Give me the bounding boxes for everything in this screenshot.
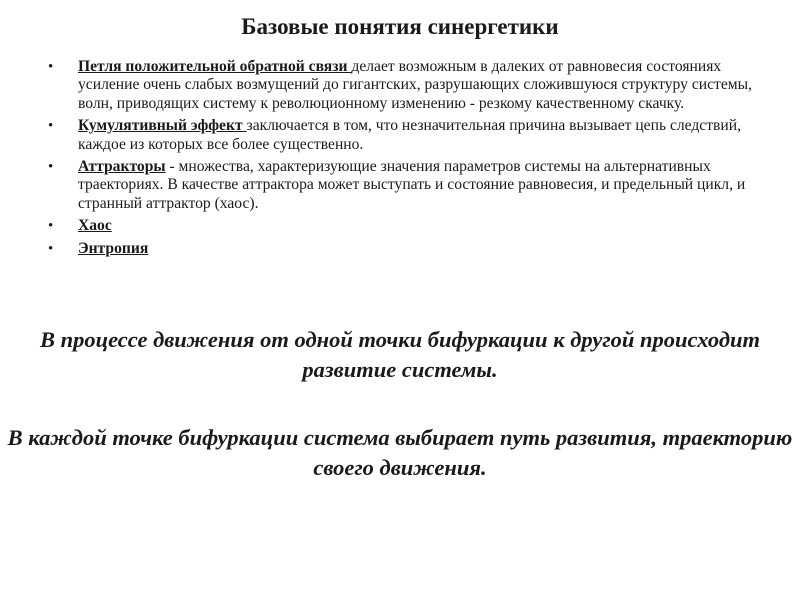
- statement-bifurcation-choice: В каждой точке бифуркации система выбирает путь развития, траекторию своего движения.: [7, 425, 793, 480]
- slide-title: Базовые понятия синергетики: [241, 14, 559, 39]
- bullet-list: [42, 58, 757, 262]
- bullet-text: делает возможным в далеких от равновесия состояниях усиление очень слабых возмущений до гигантских, разрушающих сложившуюся структуру системы, волн, приводящих систему к революционному изменению - резкому качественному скачку.: [78, 58, 752, 112]
- bullet-item-attractors: [42, 158, 757, 213]
- bullet-term: Энтропия: [78, 239, 149, 257]
- bullet-dot-icon: •: [48, 59, 54, 75]
- statement-bifurcation-development: В процессе движения от одной точки бифуркации к другой происходит развитие системы.: [39, 327, 761, 382]
- bullet-term: Петля положительной обратной связи: [78, 58, 352, 75]
- bullet-item-feedback-loop: [42, 58, 757, 113]
- bullet-item-cumulative-effect: [42, 117, 757, 154]
- bullet-term: Хаос: [78, 217, 112, 235]
- bullet-dot-icon: •: [48, 240, 54, 257]
- bullet-dot-icon: •: [48, 159, 54, 176]
- bullet-term: Кумулятивный эффект: [78, 117, 247, 135]
- bullet-dot-icon: •: [48, 218, 54, 235]
- bullet-item-chaos: [42, 217, 757, 235]
- bullet-item-entropy: [42, 240, 757, 258]
- bullet-dot-icon: •: [48, 118, 54, 135]
- bullet-text: заключается в том, что незначительная причина вызывает цепь следствий, каждое из которых все более существенно.: [78, 117, 741, 153]
- bullet-text: - множества, характеризующие значения параметров системы на альтернативных траекториях. В качестве аттрактора может выступать и состояние равновесия, и предельный цикл, и странный аттрактор (хаос).: [78, 158, 746, 212]
- bullet-term: Аттракторы: [78, 158, 166, 176]
